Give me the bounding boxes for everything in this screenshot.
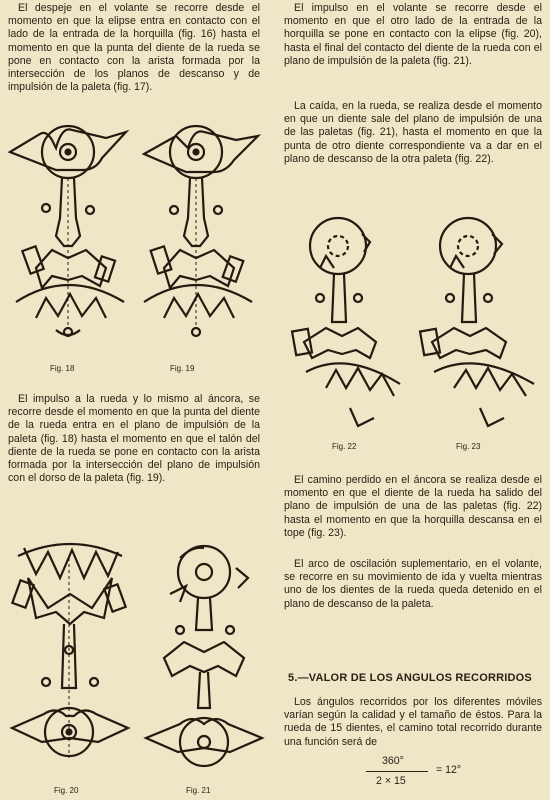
figure-20	[4, 538, 134, 778]
caption-fig-20: Fig. 20	[54, 786, 79, 795]
figure-22	[286, 212, 406, 434]
fraction-bar	[366, 771, 428, 772]
formula-numerator: 360°	[382, 755, 404, 767]
section-heading: 5.—VALOR DE LOS ANGULOS RECORRIDOS	[288, 672, 532, 684]
figure-19	[136, 118, 264, 340]
paragraph-impulso-volante: El impulso en el volante se recorre desde el momento en que el otro lado de la entrada de la horquilla se pone en contacto con la elipse (fig. 20), hasta el final del contacto del diente de la rueda con el plano de impulsión de la paleta (fig. 21).	[284, 2, 542, 67]
caption-fig-23: Fig. 23	[456, 442, 481, 451]
formula-denominator: 2 × 15	[376, 775, 406, 787]
caption-fig-19: Fig. 19	[170, 364, 195, 373]
paragraph-arco-oscilacion: El arco de oscilación suplementario, en el volante, se recorre en su movimiento de ida y vuelta mientras uno de los dientes de la rueda queda detenido en el plano de descanso de la paleta.	[284, 558, 542, 610]
caption-fig-18: Fig. 18	[50, 364, 75, 373]
paragraph-angulos: Los ángulos recorridos por los diferentes móviles varían según la calidad y el tamaño de éstos. Para la rueda de 15 dientes, el camino total recorrido durante una función será de	[284, 696, 542, 748]
figure-21	[140, 538, 268, 778]
paragraph-camino-perdido: El camino perdido en el áncora se realiza desde el momento en que el diente de la rueda ha salido del plano de impulsión de una de las paletas (fig. 22) hasta el momento en que la horquilla descansa en el tope (fig. 23).	[284, 474, 542, 539]
paragraph-caida: La caída, en la rueda, se realiza desde el momento en que un diente sale del plano de impulsión de una de las paletas (fig. 21), hasta el momento en que la punta de otro diente correspondiente va a dar en el plano de descanso de la otra paleta (fig. 22).	[284, 100, 542, 165]
paragraph-impulso-rueda: El impulso a la rueda y lo mismo al áncora, se recorre desde el momento en que la punta del diente de la rueda entra en el plano de impulsión de la paleta (fig. 18) hasta el momento en que el talón del diente de la rueda se pone en contacto con la arista formada por la intersección del plano de impulsión con el dorso de la paleta (fig. 19).	[8, 393, 260, 485]
figure-23	[410, 212, 546, 434]
caption-fig-22: Fig. 22	[332, 442, 357, 451]
figure-18	[6, 118, 134, 340]
paragraph-despeje: El despeje en el volante se recorre desde el momento en que la elipse entra en contacto con el lado de la entrada de la horquilla (fig. 16) hasta el momento en que la punta del diente de la rueda se pone en contacto con la arista formada por la intersección de los planos de descanso y de impulsión de la paleta (fig. 17).	[8, 2, 260, 94]
caption-fig-21: Fig. 21	[186, 786, 211, 795]
formula-result: = 12°	[436, 764, 462, 776]
